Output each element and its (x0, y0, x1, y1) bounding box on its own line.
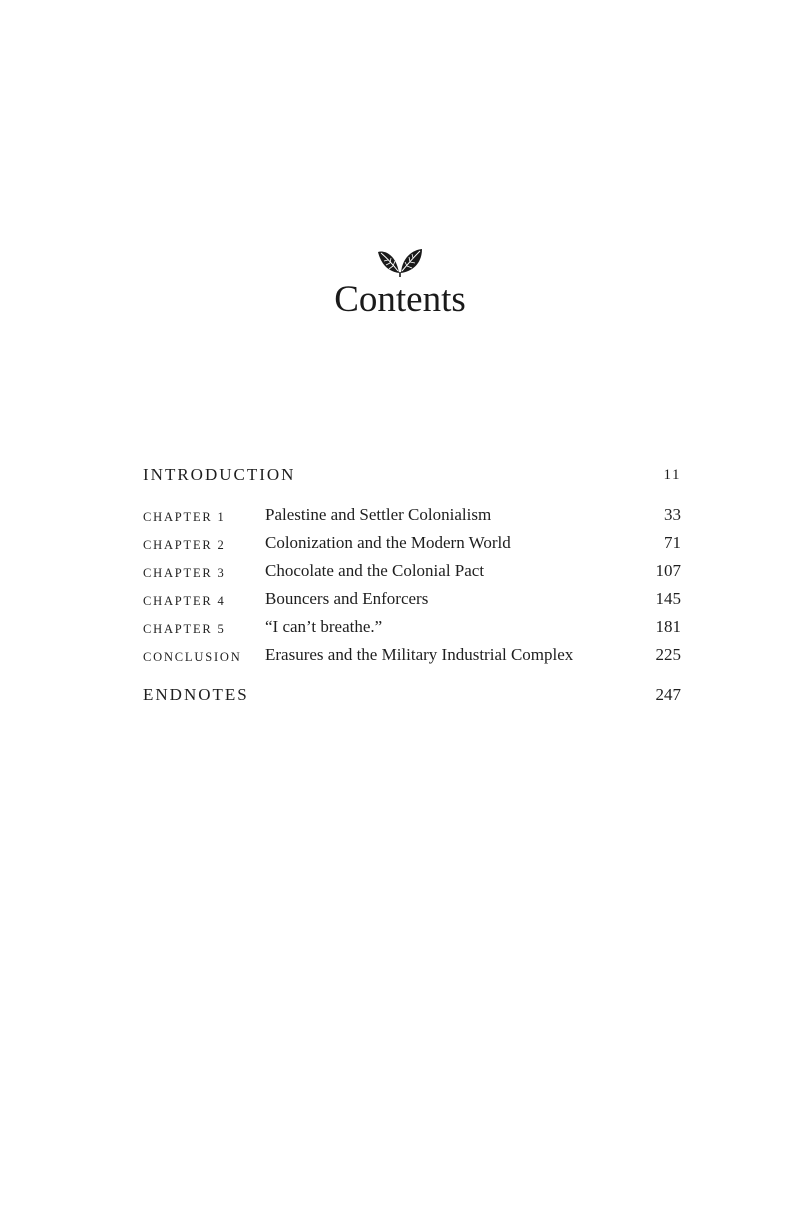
page-title: Contents (334, 279, 466, 320)
toc-page-number: 247 (655, 685, 681, 704)
toc-chapter-label: CHAPTER 4 (143, 594, 226, 608)
toc-chapter-label: CHAPTER 5 (143, 622, 226, 636)
toc-chapter-title: Colonization and the Modern World (265, 533, 511, 552)
toc-section-label: ENDNOTES (143, 685, 249, 704)
toc-chapter-label: CHAPTER 2 (143, 538, 226, 552)
toc-row-endnotes[interactable] (143, 682, 681, 708)
toc-row-chapter-5[interactable] (143, 614, 681, 640)
toc-section-label: INTRODUCTION (143, 465, 296, 484)
toc-page-number: 33 (664, 505, 681, 524)
toc-chapter-title: “I can’t breathe.” (265, 617, 383, 636)
toc-chapter-title: Erasures and the Military Industrial Complex (265, 645, 574, 664)
toc-chapter-label: CONCLUSION (143, 650, 242, 664)
toc-row-chapter-1[interactable] (143, 502, 681, 528)
toc-chapter-title: Chocolate and the Colonial Pact (265, 561, 485, 580)
toc-page-number: 225 (655, 645, 681, 664)
toc-page-number: 145 (655, 589, 681, 608)
toc-row-introduction[interactable] (143, 462, 681, 488)
toc-row-chapter-3[interactable] (143, 558, 681, 584)
toc-page-number: 71 (664, 533, 681, 552)
toc-row-conclusion[interactable] (143, 642, 681, 668)
toc-row-chapter-2[interactable] (143, 530, 681, 556)
toc-page-number: 107 (655, 561, 681, 580)
toc-row-chapter-4[interactable] (143, 586, 681, 612)
toc-page-number: 181 (655, 617, 681, 636)
leaves-ornament-icon (376, 246, 424, 278)
toc-chapter-title: Palestine and Settler Colonialism (265, 505, 492, 524)
toc-chapter-title: Bouncers and Enforcers (265, 589, 429, 608)
toc-page-number: 11 (663, 467, 681, 483)
toc-chapter-label: CHAPTER 3 (143, 566, 226, 580)
toc-chapter-label: CHAPTER 1 (143, 510, 226, 524)
